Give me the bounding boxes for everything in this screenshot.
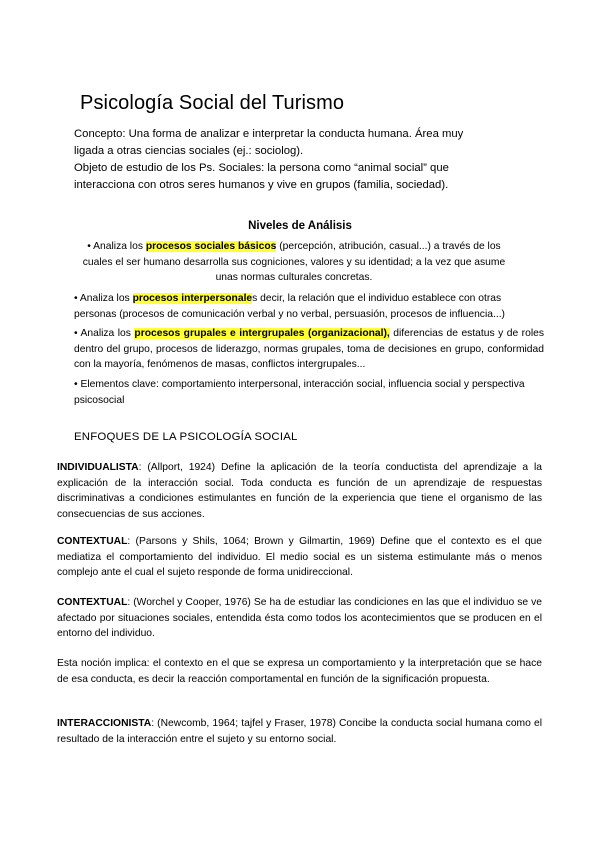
nivel-item-procesos-interpersonales: • Analiza los procesos interpersonales decir, la relación que el individuo establece con otras personas (procesos de comunicación verbal y no verbal, persuasión, procesos de influencia...) <box>74 293 505 320</box>
enfoque-individualista: INDIVIDUALISTA: (Allport, 1924) Define la aplicación de la teoría conductista del aprendizaje a la explicación de la interacción social. Toda conducta es función de un aprendizaje de respuestas discriminativas a condiciones estimulantes en función de la experiencia que tiene el organismo de las consecuencias de sus acciones. <box>57 462 542 520</box>
enfoques-heading: ENFOQUES DE LA PSICOLOGÍA SOCIAL <box>74 431 298 443</box>
nivel-item-procesos-basicos: • Analiza los procesos sociales básicos (percepción, atribución, casual...) a través de los cuales el ser humano desarrolla sus cogniciones, valores y su identidad; a la vez que asume unas normas culturales concretas. <box>82 241 506 284</box>
highlight-procesos-grupales: procesos grupales e intergrupales (organizacional), <box>134 328 390 339</box>
page-title: Psicología Social del Turismo <box>80 92 345 114</box>
enfoque-interaccionista: INTERACCIONISTA: (Newcomb, 1964; tajfel y Fraser, 1978) Concibe la conducta social humana como el resultado de la interacción entre el sujeto y su entorno social. <box>57 718 542 745</box>
nivel-item-procesos-grupales: • Analiza los procesos grupales e intergrupales (organizacional), diferencias de estatus y de roles dentro del grupo, procesos de liderazgo, normas grupales, toma de decisiones en grupo, conformidad con la mayoría, fenómenos de masas, conflictos intergrupales... <box>74 328 544 371</box>
niveles-heading: Niveles de Análisis <box>248 220 352 232</box>
enfoque-contextual-2: CONTEXTUAL: (Worchel y Cooper, 1976) Se ha de estudiar las condiciones en las que el individuo se ve afectado por situaciones sociales, entendida ésta como todos los acontecimientos que se producen en el entorno del individuo. <box>57 597 542 640</box>
highlight-procesos-interpersonales: procesos interpersonale <box>132 293 253 304</box>
nivel-item-elementos-clave: • Elementos clave: comportamiento interpersonal, interacción social, influencia social y perspectiva psicosocial <box>74 379 525 406</box>
enfoque-nocion: Esta noción implica: el contexto en el que se expresa un comportamiento y la interpretación que se hace de esa conducta, es decir la reacción comportamental en función de la significación propuesta. <box>57 658 542 685</box>
highlight-procesos-basicos: procesos sociales básicos <box>145 241 277 252</box>
enfoque-contextual-1: CONTEXTUAL: (Parsons y Shils, 1064; Brown y Gilmartin, 1969) Define que el contexto es el que mediatiza el comportamiento del individuo. El medio social es un sistema estimulante más o menos complejo ante el cual el sujeto responde de forma unidireccional. <box>57 536 542 579</box>
intro-objeto: Objeto de estudio de los Ps. Sociales: la persona como “animal social” que interacciona con otros seres humanos y vive en grupos (familia, sociedad). <box>74 162 449 191</box>
intro-concepto: Concepto: Una forma de analizar e interpretar la conducta humana. Área muy ligada a otras ciencias sociales (ej.: sociolog). <box>74 128 464 157</box>
